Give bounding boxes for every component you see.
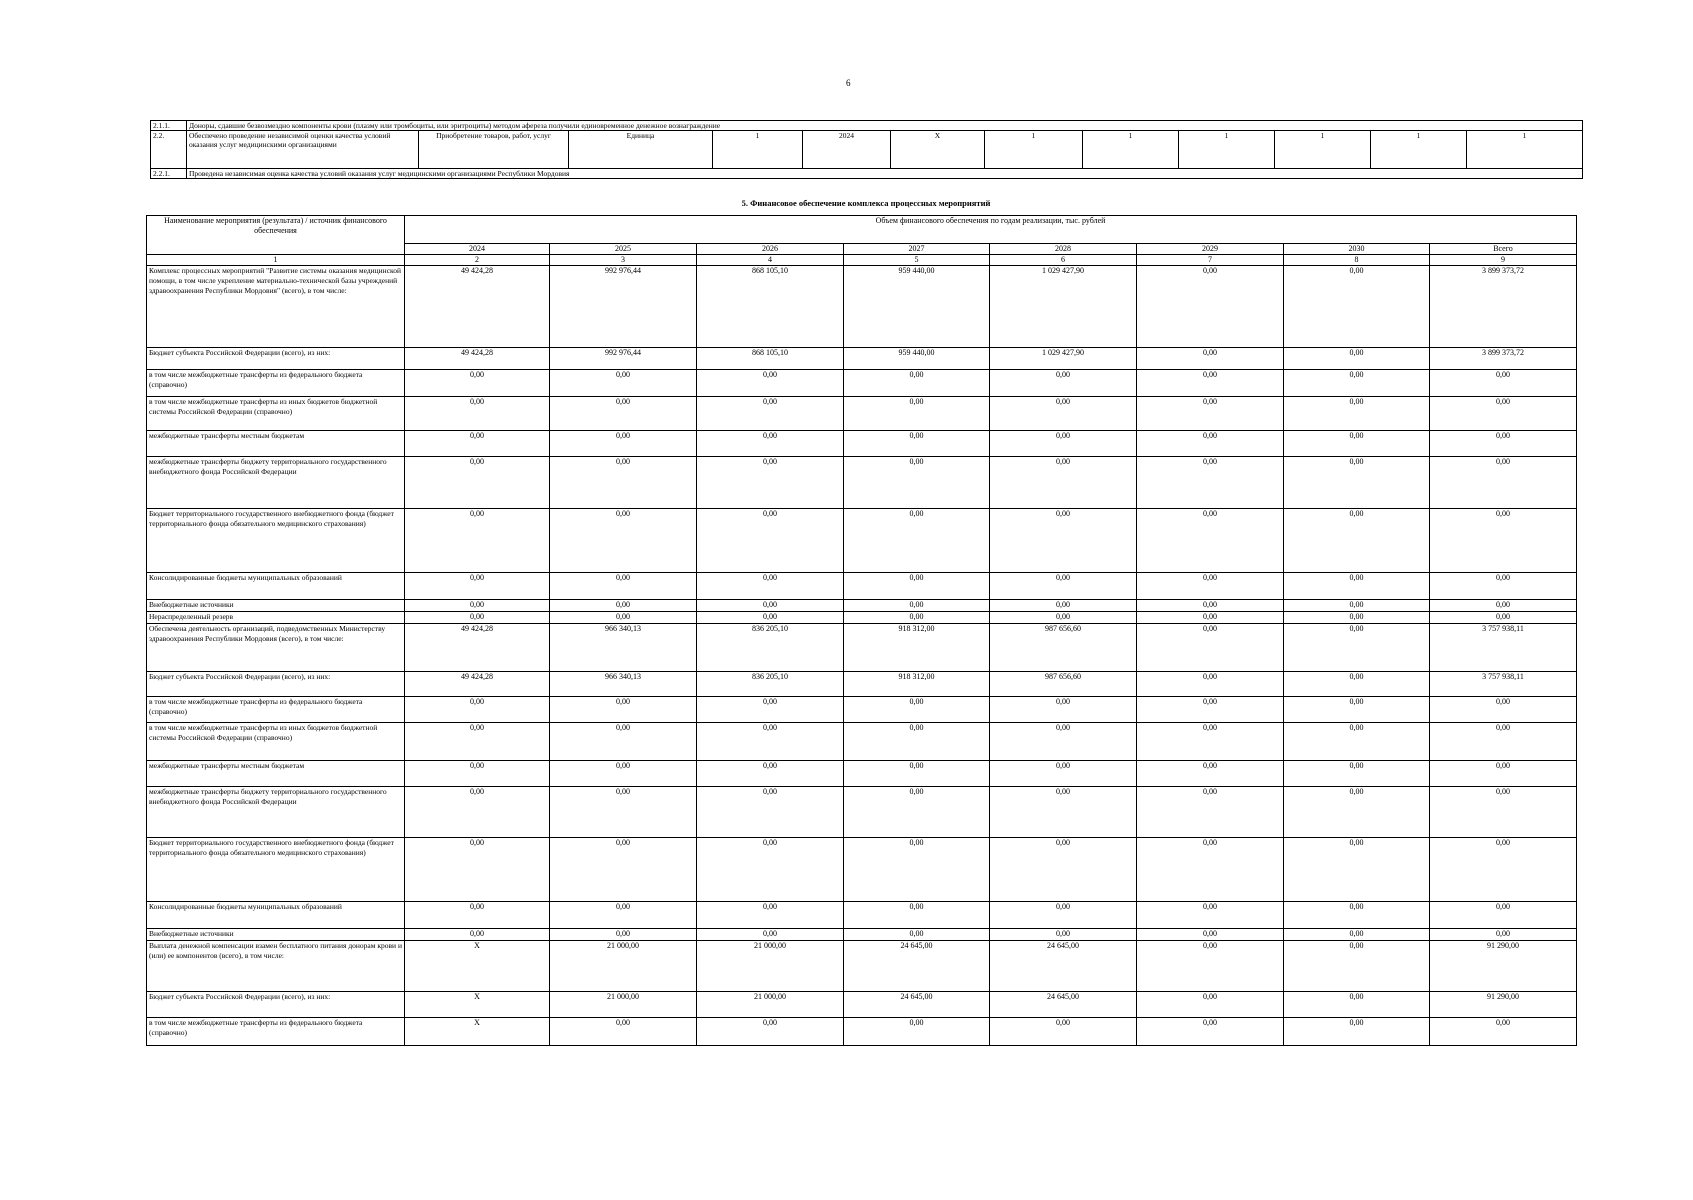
value-cell: X [405, 1018, 550, 1046]
value-cell: 0,00 [405, 573, 550, 600]
value-cell: 0,00 [1284, 941, 1430, 992]
value-cell: 0,00 [405, 761, 550, 787]
row-name: межбюджетные трансферты местным бюджетам [147, 761, 405, 787]
total-cell: 91 290,00 [1430, 992, 1577, 1018]
row-name: межбюджетные трансферты бюджету территориального государственного внебюджетного фонда Российской Федерации [147, 787, 405, 838]
table-row [147, 370, 1577, 397]
row-name: Консолидированные бюджеты муниципальных образований [147, 902, 405, 929]
value-cell: 0,00 [844, 370, 990, 397]
total-cell: 0,00 [1430, 509, 1577, 573]
value-cell: 987 656,60 [990, 672, 1137, 697]
table-row [151, 169, 1583, 179]
total-cell: 0,00 [1430, 370, 1577, 397]
total-cell: 0,00 [1430, 457, 1577, 509]
value-cell: 0,00 [697, 612, 844, 624]
value-cell: 0,00 [697, 397, 844, 431]
total-cell: 0,00 [1430, 612, 1577, 624]
value-cell: 0,00 [990, 787, 1137, 838]
value-cell: 0,00 [1284, 600, 1430, 612]
value-cell: 0,00 [697, 902, 844, 929]
value-cell: 0,00 [990, 600, 1137, 612]
value-cell: 0,00 [844, 787, 990, 838]
value-cell: 868 105,10 [697, 348, 844, 370]
value-cell: 0,00 [405, 612, 550, 624]
value-cell: 0,00 [990, 457, 1137, 509]
base-year: 2024 [803, 131, 891, 169]
value-cell: 0,00 [405, 370, 550, 397]
year-header: 2024 [405, 244, 550, 255]
total-cell: 0,00 [1430, 902, 1577, 929]
value-cell: 836 205,10 [697, 672, 844, 697]
value-cell: 959 440,00 [844, 266, 990, 348]
year-header: 2028 [990, 244, 1137, 255]
year-header: 2029 [1137, 244, 1284, 255]
value-cell: 0,00 [697, 697, 844, 723]
total-cell: 3 899 373,72 [1430, 348, 1577, 370]
column-number: 1 [147, 255, 405, 266]
value-cell: 836 205,10 [697, 624, 844, 672]
value-cell: 0,00 [405, 431, 550, 457]
value-cell: 0,00 [1137, 509, 1284, 573]
value-cell: 0,00 [550, 929, 697, 941]
table-row [147, 697, 1577, 723]
value-cell: 918 312,00 [844, 624, 990, 672]
value-cell: 0,00 [550, 457, 697, 509]
value-cell: 21 000,00 [697, 992, 844, 1018]
section-title: 5. Финансовое обеспечение комплекса процессных мероприятий [741, 198, 991, 208]
value-cell: 0,00 [697, 370, 844, 397]
value-cell: 0,00 [550, 509, 697, 573]
row-name: Бюджет территориального государственного внебюджетного фонда (бюджет территориального фонда обязательного медицинского страхования) [147, 509, 405, 573]
value-cell: 0,00 [990, 902, 1137, 929]
total-cell: 3 757 938,11 [1430, 624, 1577, 672]
row-name: Выплата денежной компенсации взамен бесплатного питания донорам крови и (или) ее компонентов (всего), в том числе: [147, 941, 405, 992]
value-cell: 0,00 [1137, 573, 1284, 600]
row-name: Обеспечена деятельность организаций, подведомственных Министерству здравоохранения Республики Мордовия (всего), в том числе: [147, 624, 405, 672]
column-number: 3 [550, 255, 697, 266]
table-row [147, 612, 1577, 624]
value-cell: 0,00 [550, 397, 697, 431]
value-cell: 918 312,00 [844, 672, 990, 697]
value-cell: 0,00 [697, 573, 844, 600]
value-cell: 24 645,00 [844, 941, 990, 992]
table-row [147, 600, 1577, 612]
value-cell: 1 [1179, 131, 1275, 169]
value-cell: 0,00 [697, 723, 844, 761]
value-cell: 21 000,00 [697, 941, 844, 992]
value-cell: 0,00 [844, 838, 990, 902]
value-cell: 0,00 [1137, 397, 1284, 431]
row-name: Внебюджетные источники [147, 929, 405, 941]
value-cell: 0,00 [990, 612, 1137, 624]
table-row [147, 992, 1577, 1018]
table-row [147, 1018, 1577, 1046]
value-cell: 0,00 [1284, 672, 1430, 697]
value-cell: 0,00 [1137, 838, 1284, 902]
year-header: 2026 [697, 244, 844, 255]
value-cell: 0,00 [1284, 992, 1430, 1018]
value-cell: 0,00 [1284, 370, 1430, 397]
value-cell: 0,00 [844, 431, 990, 457]
value-cell: 0,00 [405, 600, 550, 612]
table-row [151, 131, 1583, 169]
value-cell: 868 105,10 [697, 266, 844, 348]
table-row [147, 266, 1577, 348]
table-row [147, 929, 1577, 941]
row-name: Комплекс процессных мероприятий "Развитие системы оказания медицинской помощи, в том числе укрепление материально-технической базы учреждений здравоохранения Республики Мордовия" (всего), в том числе: [147, 266, 405, 348]
table-row [147, 624, 1577, 672]
value-cell: 0,00 [550, 902, 697, 929]
value-cell: 0,00 [1137, 266, 1284, 348]
value-cell: 0,00 [844, 612, 990, 624]
row-number: 2.1.1. [151, 121, 187, 131]
total-cell: 3 899 373,72 [1430, 266, 1577, 348]
row-name: Бюджет субъекта Российской Федерации (всего), из них: [147, 992, 405, 1018]
value-cell: 0,00 [405, 929, 550, 941]
total-cell: 0,00 [1430, 397, 1577, 431]
value-cell: 0,00 [844, 1018, 990, 1046]
value-cell: 49 424,28 [405, 266, 550, 348]
table-row [147, 348, 1577, 370]
year-header: 2030 [1284, 244, 1430, 255]
value-cell: 49 424,28 [405, 672, 550, 697]
table-row [147, 397, 1577, 431]
value-cell: X [405, 992, 550, 1018]
value-cell: 1 [1083, 131, 1179, 169]
value-cell: 0,00 [990, 431, 1137, 457]
value-cell: 21 000,00 [550, 941, 697, 992]
row-number: 2.2. [151, 131, 187, 169]
value-cell: 0,00 [844, 929, 990, 941]
value-cell: 0,00 [1137, 457, 1284, 509]
value-cell: 0,00 [1137, 929, 1284, 941]
value-cell: 992 976,44 [550, 266, 697, 348]
value-cell: 0,00 [990, 573, 1137, 600]
total-cell: 0,00 [1430, 723, 1577, 761]
value-cell: 0,00 [1137, 348, 1284, 370]
value-cell: 0,00 [697, 457, 844, 509]
row-number: 2.2.1. [151, 169, 187, 179]
header-volume: Объем финансового обеспечения по годам реализации, тыс. рублей [405, 216, 1577, 244]
year-header: 2025 [550, 244, 697, 255]
value-cell: 0,00 [1137, 612, 1284, 624]
column-number: 7 [1137, 255, 1284, 266]
value-cell: 0,00 [1284, 697, 1430, 723]
value-cell: 0,00 [550, 697, 697, 723]
value-cell: 49 424,28 [405, 348, 550, 370]
indicators-table [150, 120, 1583, 179]
column-number: 4 [697, 255, 844, 266]
value-cell: 0,00 [550, 761, 697, 787]
value-cell: 992 976,44 [550, 348, 697, 370]
row-name: Внебюджетные источники [147, 600, 405, 612]
value-cell: 0,00 [1284, 723, 1430, 761]
row-name: Бюджет субъекта Российской Федерации (всего), из них: [147, 672, 405, 697]
value-cell: 0,00 [697, 509, 844, 573]
value-cell: 0,00 [990, 1018, 1137, 1046]
financing-table [146, 215, 1577, 1046]
total-cell: 0,00 [1430, 431, 1577, 457]
total-cell: 0,00 [1430, 761, 1577, 787]
row-name: Бюджет территориального государственного внебюджетного фонда (бюджет территориального фонда обязательного медицинского страхования) [147, 838, 405, 902]
table-row [147, 573, 1577, 600]
value-cell: 0,00 [844, 509, 990, 573]
value-cell: 24 645,00 [990, 941, 1137, 992]
total-cell: 91 290,00 [1430, 941, 1577, 992]
value-cell: 0,00 [990, 397, 1137, 431]
value-cell: 0,00 [1284, 761, 1430, 787]
x-mark: X [891, 131, 985, 169]
value-cell: 959 440,00 [844, 348, 990, 370]
value-cell: 0,00 [990, 838, 1137, 902]
value-cell: 0,00 [1137, 697, 1284, 723]
table-row [147, 457, 1577, 509]
value-cell: 1 [1467, 131, 1583, 169]
value-cell: 0,00 [405, 509, 550, 573]
row-name: в том числе межбюджетные трансферты из федерального бюджета (справочно) [147, 1018, 405, 1046]
value-cell: 0,00 [990, 509, 1137, 573]
value-cell: 0,00 [405, 902, 550, 929]
value-cell: 0,00 [990, 929, 1137, 941]
value-cell: 0,00 [550, 573, 697, 600]
value-cell: 0,00 [1137, 1018, 1284, 1046]
value-cell: 0,00 [1137, 723, 1284, 761]
row-unit: Единица [569, 131, 713, 169]
value-cell: 0,00 [550, 1018, 697, 1046]
total-cell: 0,00 [1430, 697, 1577, 723]
value-cell: 0,00 [697, 787, 844, 838]
total-cell: 0,00 [1430, 929, 1577, 941]
column-number: 5 [844, 255, 990, 266]
year-header: 2027 [844, 244, 990, 255]
total-cell: 0,00 [1430, 838, 1577, 902]
page-number: 6 [846, 78, 851, 88]
value-cell: 0,00 [1284, 929, 1430, 941]
value-cell: 0,00 [990, 761, 1137, 787]
value-cell: 0,00 [1137, 761, 1284, 787]
value-cell: 0,00 [1284, 573, 1430, 600]
total-cell: 0,00 [1430, 600, 1577, 612]
value-cell: 0,00 [1284, 431, 1430, 457]
row-name: в том числе межбюджетные трансферты из иных бюджетов бюджетной системы Российской Федерации (справочно) [147, 397, 405, 431]
table-row [147, 431, 1577, 457]
value-cell: 0,00 [1284, 838, 1430, 902]
value-cell: 0,00 [1284, 266, 1430, 348]
value-cell: 0,00 [697, 929, 844, 941]
table-row [151, 121, 1583, 131]
value-cell: 1 [985, 131, 1083, 169]
value-cell: 0,00 [697, 1018, 844, 1046]
value-cell: 0,00 [1284, 397, 1430, 431]
value-cell: 0,00 [1137, 992, 1284, 1018]
value-cell: 24 645,00 [844, 992, 990, 1018]
value-cell: 0,00 [405, 723, 550, 761]
value-cell: 0,00 [1137, 600, 1284, 612]
value-cell: 0,00 [550, 612, 697, 624]
value-cell: 0,00 [990, 370, 1137, 397]
table-row [147, 941, 1577, 992]
row-name: Обеспечено проведение независимой оценки качества условий оказания услуг медицинскими организациями [187, 131, 419, 169]
value-cell: 0,00 [405, 397, 550, 431]
value-cell: 0,00 [405, 457, 550, 509]
total-cell: 0,00 [1430, 573, 1577, 600]
row-name: межбюджетные трансферты местным бюджетам [147, 431, 405, 457]
value-cell: 0,00 [844, 457, 990, 509]
row-name: в том числе межбюджетные трансферты из федерального бюджета (справочно) [147, 370, 405, 397]
table-row [147, 902, 1577, 929]
table-row [147, 838, 1577, 902]
value-cell: 0,00 [1137, 431, 1284, 457]
value-cell: 0,00 [1284, 348, 1430, 370]
row-name: межбюджетные трансферты бюджету территориального государственного внебюджетного фонда Российской Федерации [147, 457, 405, 509]
value-cell: 0,00 [405, 697, 550, 723]
value-cell: 0,00 [550, 838, 697, 902]
value-cell: 1 029 427,90 [990, 348, 1137, 370]
table-row [147, 672, 1577, 697]
value-cell: 0,00 [844, 697, 990, 723]
value-cell: 1 [1371, 131, 1467, 169]
value-cell: 0,00 [1284, 624, 1430, 672]
value-cell: 0,00 [1137, 672, 1284, 697]
value-cell: 0,00 [1137, 941, 1284, 992]
value-cell: 0,00 [550, 370, 697, 397]
row-text: Доноры, сдавшие безвозмездно компоненты крови (плазму или тромбоциты, или эритроциты) методом афереза получили единовременное денежное вознаграждение [187, 121, 1583, 131]
row-type: Приобретение товаров, работ, услуг [419, 131, 569, 169]
header-row [147, 216, 1577, 244]
value-cell: 49 424,28 [405, 624, 550, 672]
value-cell: 0,00 [844, 723, 990, 761]
value-cell: 0,00 [405, 838, 550, 902]
column-number: 6 [990, 255, 1137, 266]
table-row [147, 723, 1577, 761]
row-name: в том числе межбюджетные трансферты из иных бюджетов бюджетной системы Российской Федерации (справочно) [147, 723, 405, 761]
value-cell: 0,00 [697, 838, 844, 902]
value-cell: 0,00 [844, 902, 990, 929]
total-header: Всего [1430, 244, 1577, 255]
value-cell: 0,00 [990, 723, 1137, 761]
value-cell: 0,00 [1137, 624, 1284, 672]
value-cell: 0,00 [844, 573, 990, 600]
value-cell: 0,00 [1284, 612, 1430, 624]
table-row [147, 787, 1577, 838]
value-cell: 0,00 [1137, 787, 1284, 838]
value-cell: 1 [1275, 131, 1371, 169]
value-cell: 0,00 [550, 600, 697, 612]
value-cell: 0,00 [844, 761, 990, 787]
table-row [147, 509, 1577, 573]
total-cell: 0,00 [1430, 787, 1577, 838]
value-cell: 0,00 [1137, 902, 1284, 929]
value-cell: 966 340,13 [550, 672, 697, 697]
value-cell: 0,00 [697, 431, 844, 457]
table-row [147, 761, 1577, 787]
value-cell: 0,00 [990, 697, 1137, 723]
value-cell: 0,00 [1284, 902, 1430, 929]
value-cell: 24 645,00 [990, 992, 1137, 1018]
total-cell: 0,00 [1430, 1018, 1577, 1046]
row-name: Бюджет субъекта Российской Федерации (всего), из них: [147, 348, 405, 370]
value-cell: 966 340,13 [550, 624, 697, 672]
value-cell: 0,00 [1284, 457, 1430, 509]
value-cell: 0,00 [697, 761, 844, 787]
row-name: Консолидированные бюджеты муниципальных образований [147, 573, 405, 600]
value-cell: 0,00 [550, 787, 697, 838]
value-cell: 1 029 427,90 [990, 266, 1137, 348]
value-cell: 0,00 [1137, 370, 1284, 397]
value-cell: 0,00 [844, 600, 990, 612]
value-cell: 987 656,60 [990, 624, 1137, 672]
value-cell: 0,00 [697, 600, 844, 612]
value-cell: 0,00 [1284, 509, 1430, 573]
column-number: 8 [1284, 255, 1430, 266]
value-cell: 21 000,00 [550, 992, 697, 1018]
header-name: Наименование мероприятия (результата) / источник финансового обеспечения [147, 216, 405, 255]
value-cell: X [405, 941, 550, 992]
column-number: 2 [405, 255, 550, 266]
row-name: Нераспределенный резерв [147, 612, 405, 624]
value-cell: 0,00 [405, 787, 550, 838]
value-cell: 0,00 [550, 431, 697, 457]
row-text: Проведена независимая оценка качества условий оказания услуг медицинскими организациями Республики Мордовия [187, 169, 1583, 179]
row-name: в том числе межбюджетные трансферты из федерального бюджета (справочно) [147, 697, 405, 723]
value-cell: 0,00 [1284, 787, 1430, 838]
value-cell: 0,00 [844, 397, 990, 431]
value-cell: 0,00 [550, 723, 697, 761]
column-number: 9 [1430, 255, 1577, 266]
column-number-row [147, 255, 1577, 266]
base-value: 1 [713, 131, 803, 169]
value-cell: 0,00 [1284, 1018, 1430, 1046]
total-cell: 3 757 938,11 [1430, 672, 1577, 697]
